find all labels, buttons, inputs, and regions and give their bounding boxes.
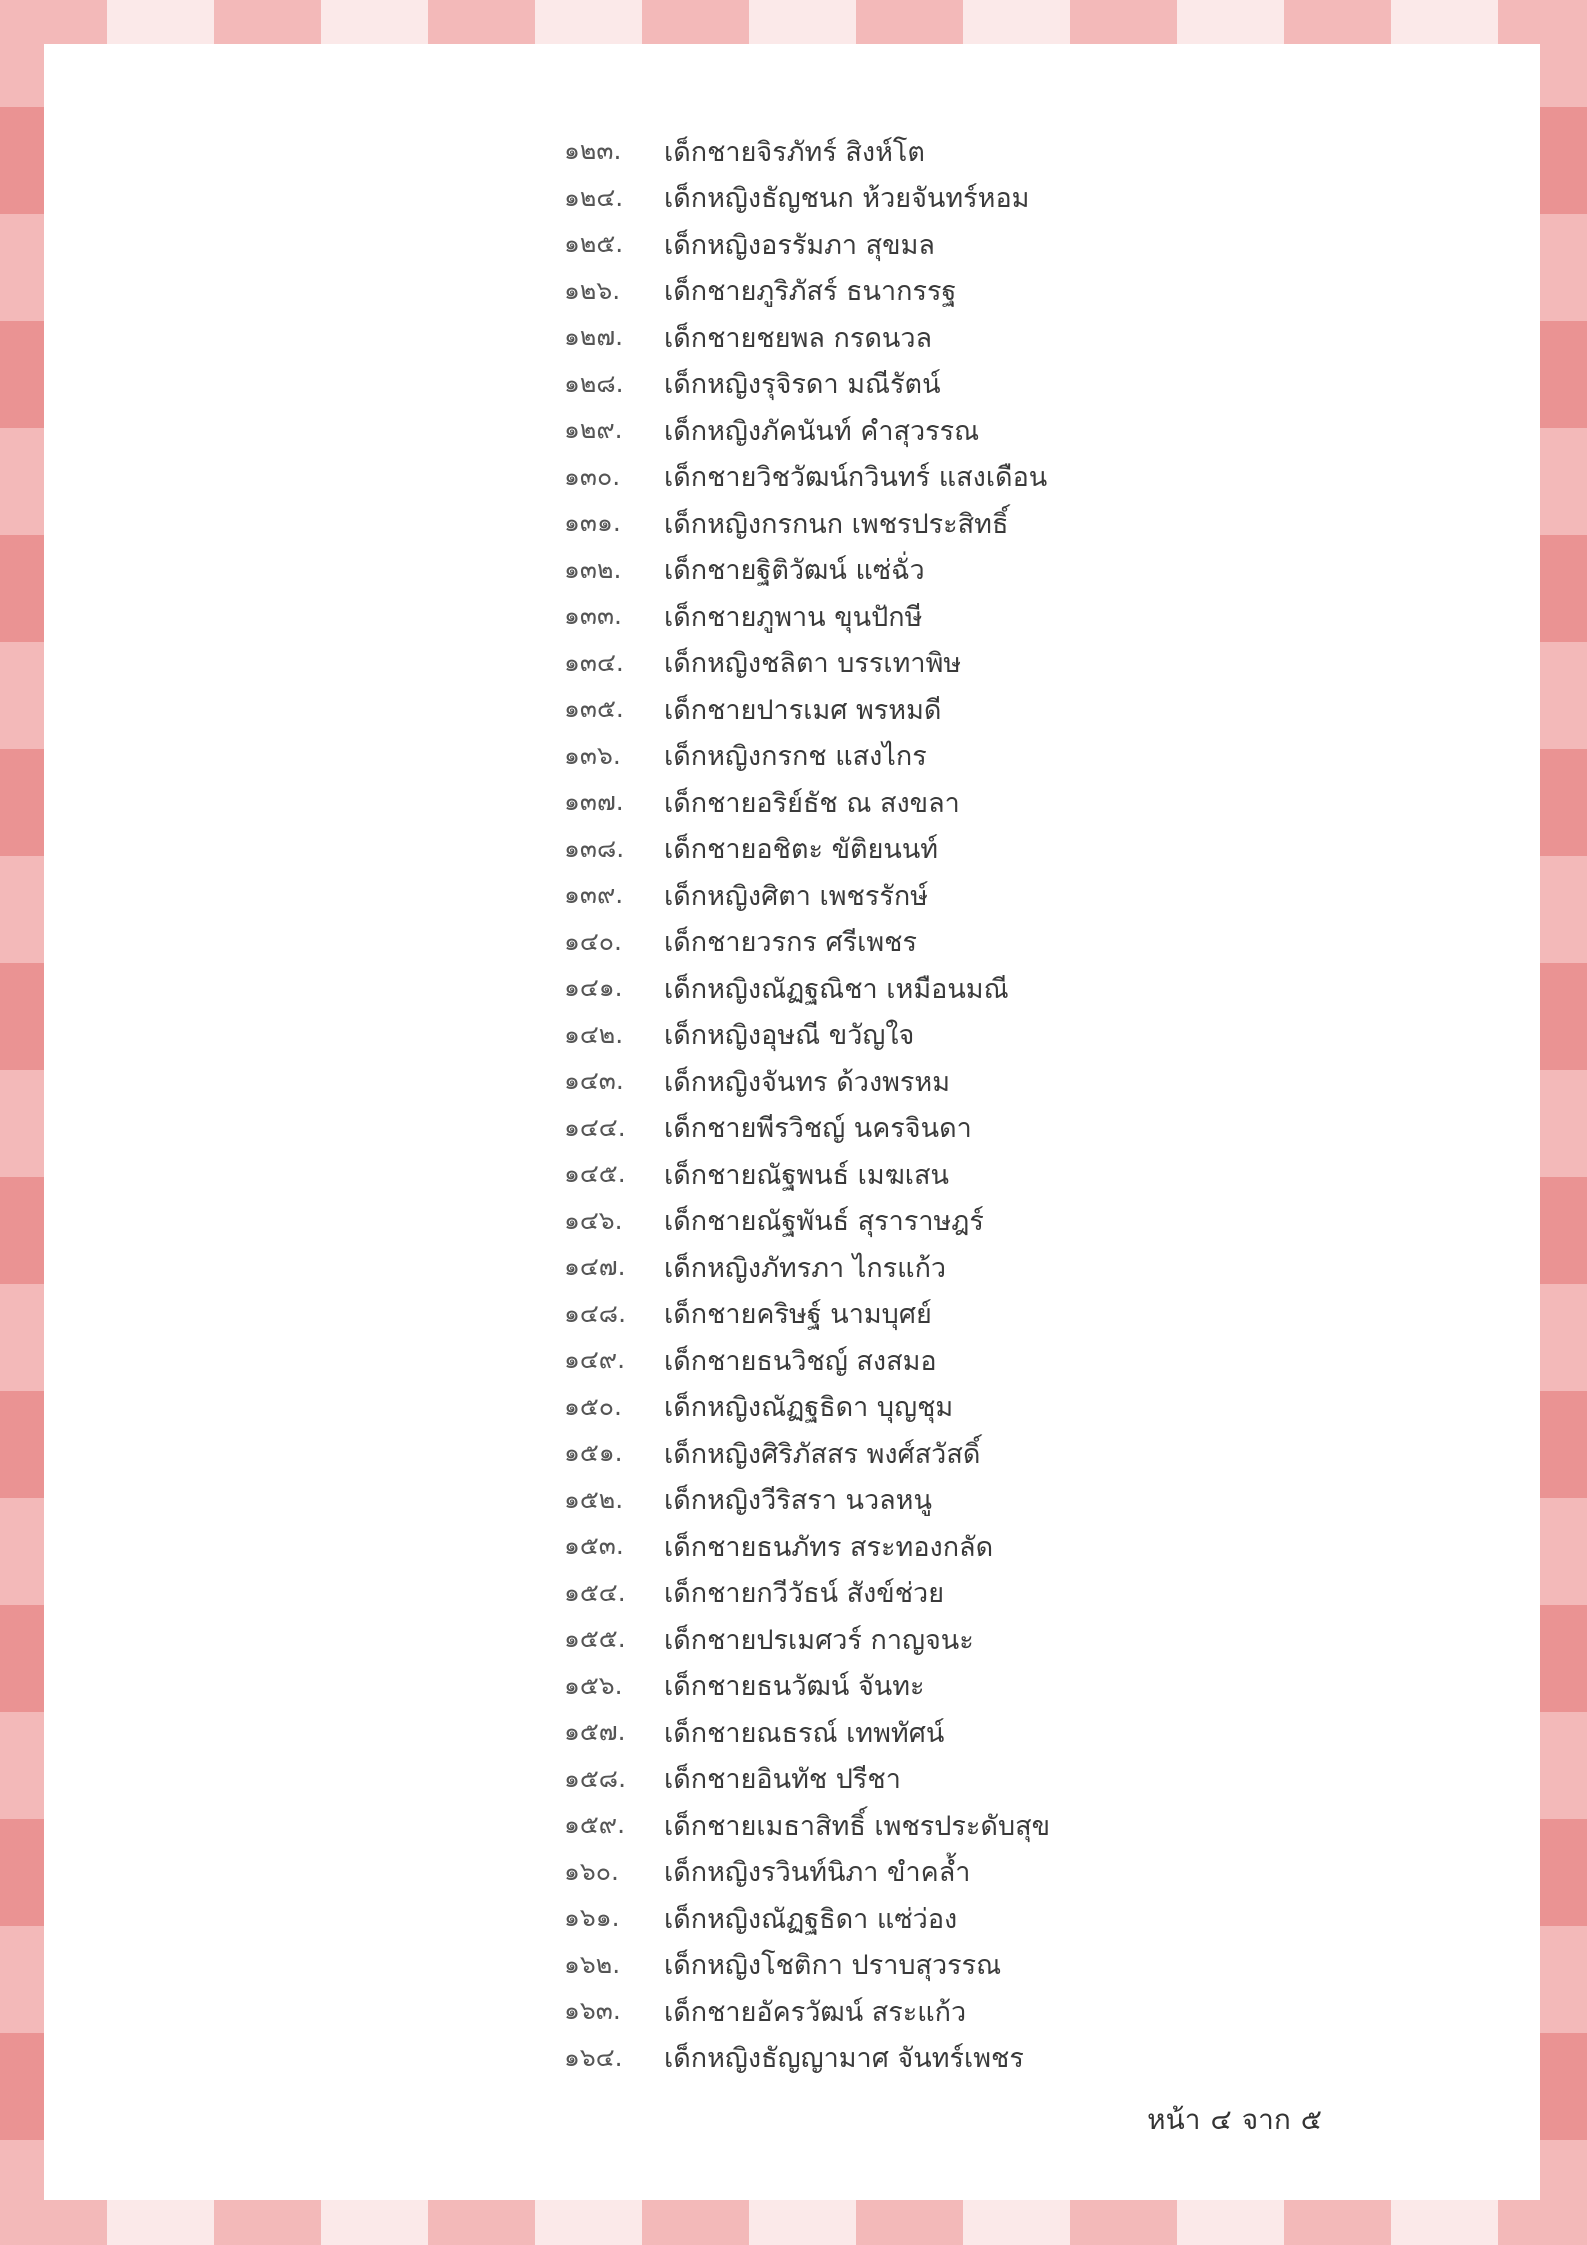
page-number: ๔ — [1210, 2103, 1232, 2136]
list-item — [564, 1477, 1050, 1524]
entry-name: เด็กชายณธรณ์ เทพทัศน์ — [664, 1717, 945, 1749]
page-label: หน้า — [1147, 2103, 1201, 2136]
entry-name: เด็กหญิงณัฏฐธิดา บุญชุม — [664, 1392, 954, 1424]
entry-number: ๑๒๖. — [564, 275, 621, 305]
entry-name: เด็กหญิงรวินท์นิภา ขำคล้ำ — [664, 1857, 971, 1889]
entry-name: เด็กหญิงณัฏฐณิชา เหมือนมณี — [664, 973, 1009, 1005]
entry-number: ๑๔๐. — [564, 926, 622, 956]
entry-name: เด็กหญิงอรรัมภา สุขมล — [664, 229, 935, 261]
entry-number: ๑๒๘. — [564, 368, 624, 398]
entry-number: ๑๔๕. — [564, 1159, 626, 1189]
entry-number: ๑๓๘. — [564, 833, 625, 863]
document-page — [44, 44, 1540, 2200]
entry-number: ๑๓๕. — [564, 694, 624, 724]
entry-number: ๑๖๑. — [564, 1903, 620, 1933]
entry-name: เด็กหญิงกรกนก เพชรประสิทธิ์ — [664, 508, 1009, 540]
entry-number: ๑๕๓. — [564, 1531, 624, 1561]
list-item — [564, 872, 1050, 919]
entry-number: ๑๓๑. — [564, 508, 621, 538]
list-item — [564, 1151, 1050, 1198]
list-item — [564, 1988, 1050, 2035]
list-item — [564, 1709, 1050, 1756]
list-item — [564, 593, 1050, 640]
entry-name: เด็กชายปรเมศวร์ กาญจนะ — [664, 1624, 974, 1656]
entry-number: ๑๔๖. — [564, 1205, 623, 1235]
entry-name: เด็กหญิงธัญญามาศ จันทร์เพชร — [664, 2043, 1024, 2075]
entry-number: ๑๖๐. — [564, 1856, 619, 1886]
entry-number: ๑๕๕. — [564, 1624, 626, 1654]
entry-name: เด็กหญิงรุจิรดา มณีรัตน์ — [664, 369, 941, 401]
entry-name: เด็กชายธนภัทร สระทองกลัด — [664, 1531, 994, 1563]
entry-name: เด็กชายเมธาสิทธิ์ เพชรประดับสุข — [664, 1810, 1051, 1842]
list-item — [564, 1663, 1050, 1710]
entry-name: เด็กชายพีรวิชญ์ นครจินดา — [664, 1113, 972, 1145]
entry-name: เด็กชายวรกร ศรีเพชร — [664, 927, 918, 959]
entry-number: ๑๔๑. — [564, 973, 623, 1003]
entry-name: เด็กหญิงณัฏฐธิดา แซ่ว่อง — [664, 1903, 958, 1935]
list-item — [564, 1058, 1050, 1105]
entry-name: เด็กหญิงธัญชนก ห้วยจันทร์หอม — [664, 183, 1030, 215]
entry-number: ๑๔๓. — [564, 1066, 624, 1096]
list-item — [564, 1105, 1050, 1152]
list-item — [564, 1942, 1050, 1989]
entry-name: เด็กหญิงชลิตา บรรเทาพิษ — [664, 648, 962, 680]
list-item — [564, 547, 1050, 594]
entry-name: เด็กชายภูริภัสร์ ธนากรรฐ — [664, 276, 957, 308]
list-item — [564, 640, 1050, 687]
entry-number: ๑๖๔. — [564, 2042, 623, 2072]
list-item — [564, 733, 1050, 780]
entry-name: เด็กหญิงกรกช แสงไกร — [664, 741, 927, 773]
entry-number: ๑๖๓. — [564, 1996, 621, 2026]
entry-name: เด็กชายอริย์ธัช ณ สงขลา — [664, 787, 960, 819]
entry-number: ๑๓๙. — [564, 880, 624, 910]
list-item — [564, 1012, 1050, 1059]
entry-name: เด็กหญิงภัทรภา ไกรแก้ว — [664, 1252, 947, 1284]
list-item — [564, 2035, 1050, 2082]
entry-number: ๑๕๗. — [564, 1717, 626, 1747]
entry-number: ๑๒๙. — [564, 415, 623, 445]
entry-name: เด็กหญิงจันทร ด้วงพรหม — [664, 1066, 951, 1098]
list-item — [564, 1291, 1050, 1338]
list-item — [564, 454, 1050, 501]
entry-number: ๑๖๒. — [564, 1949, 621, 1979]
list-item — [564, 1849, 1050, 1896]
entry-name: เด็กชายณัฐพนธ์ เมฆเสน — [664, 1159, 949, 1191]
entry-name: เด็กชายปารเมศ พรหมดี — [664, 694, 942, 726]
entry-name: เด็กชายจิรภัทร์ สิงห์โต — [664, 136, 925, 168]
entry-name: เด็กชายอัครวัฒน์ สระแก้ว — [664, 1996, 967, 2028]
list-item — [564, 1756, 1050, 1803]
entry-number: ๑๓๔. — [564, 647, 624, 677]
entry-number: ๑๒๔. — [564, 182, 624, 212]
entry-name: เด็กชายชยพล กรดนวล — [664, 322, 933, 354]
entry-number: ๑๔๔. — [564, 1112, 626, 1142]
total-pages: ๕ — [1300, 2103, 1322, 2136]
entry-name: เด็กชายคริษฐ์ นามบุศย์ — [664, 1299, 932, 1331]
entry-name: เด็กชายธนวิชญ์ สงสมอ — [664, 1345, 937, 1377]
entry-name: เด็กชายวิชวัฒน์กวินทร์ แสงเดือน — [664, 462, 1048, 494]
entry-number: ๑๒๗. — [564, 322, 624, 352]
list-item — [564, 1616, 1050, 1663]
list-item — [564, 965, 1050, 1012]
entry-name: เด็กชายกวีวัธน์ สังข์ช่วย — [664, 1578, 945, 1610]
entry-name: เด็กหญิงวีริสรา นวลหนู — [664, 1485, 932, 1517]
entry-name: เด็กชายฐิติวัฒน์ แซ่ฉั่ว — [664, 555, 925, 587]
entry-name: เด็กหญิงศิตา เพชรรักษ์ — [664, 880, 929, 912]
entry-number: ๑๒๕. — [564, 229, 624, 259]
list-item — [564, 1244, 1050, 1291]
page-footer — [1147, 2098, 1322, 2142]
entry-number: ๑๕๑. — [564, 1438, 623, 1468]
entry-number: ๑๕๔. — [564, 1577, 626, 1607]
entry-name: เด็กชายอินทัช ปรีชา — [664, 1764, 901, 1796]
entry-name: เด็กหญิงโชติกา ปราบสุวรรณ — [664, 1950, 1002, 1982]
list-item — [564, 1570, 1050, 1617]
entry-number: ๑๔๗. — [564, 1252, 626, 1282]
list-item — [564, 826, 1050, 873]
of-label: จาก — [1241, 2103, 1291, 2136]
entry-name: เด็กหญิงภัคนันท์ คำสุวรรณ — [664, 415, 980, 447]
entry-number: ๑๓๒. — [564, 554, 622, 584]
entry-number: ๑๔๘. — [564, 1298, 627, 1328]
entry-name: เด็กชายธนวัฒน์ จันทะ — [664, 1671, 925, 1703]
list-item — [564, 1895, 1050, 1942]
entry-number: ๑๔๙. — [564, 1345, 626, 1375]
entry-number: ๑๕๒. — [564, 1484, 624, 1514]
list-item — [564, 361, 1050, 408]
list-item — [564, 1384, 1050, 1431]
entry-number: ๑๕๙. — [564, 1810, 626, 1840]
entry-name: เด็กชายภูพาน ขุนปักษี — [664, 601, 923, 633]
list-item — [564, 128, 1050, 175]
entry-number: ๑๓๓. — [564, 601, 622, 631]
entry-number: ๑๕๐. — [564, 1391, 622, 1421]
list-item — [564, 314, 1050, 361]
entry-number: ๑๕๘. — [564, 1763, 627, 1793]
student-name-list — [564, 128, 1050, 2081]
list-item — [564, 1337, 1050, 1384]
entry-number: ๑๔๒. — [564, 1019, 624, 1049]
entry-number: ๑๓๐. — [564, 461, 621, 491]
entry-name: เด็กชายอชิตะ ขัติยนนท์ — [664, 834, 939, 866]
list-item — [564, 1523, 1050, 1570]
entry-number: ๑๓๗. — [564, 787, 624, 817]
entry-name: เด็กชายณัฐพันธ์ สุราราษฎร์ — [664, 1206, 984, 1238]
list-item — [564, 500, 1050, 547]
list-item — [564, 1198, 1050, 1245]
list-item — [564, 175, 1050, 222]
list-item — [564, 686, 1050, 733]
list-item — [564, 268, 1050, 315]
list-item — [564, 221, 1050, 268]
list-item — [564, 779, 1050, 826]
list-item — [564, 1430, 1050, 1477]
list-item — [564, 919, 1050, 966]
list-item — [564, 1802, 1050, 1849]
entry-number: ๑๕๖. — [564, 1670, 623, 1700]
list-item — [564, 407, 1050, 454]
entry-name: เด็กหญิงอุษณี ขวัญใจ — [664, 1020, 915, 1052]
entry-name: เด็กหญิงศิริภัสสร พงศ์สวัสดิ์ — [664, 1438, 981, 1470]
entry-number: ๑๒๓. — [564, 136, 622, 166]
entry-number: ๑๓๖. — [564, 740, 621, 770]
